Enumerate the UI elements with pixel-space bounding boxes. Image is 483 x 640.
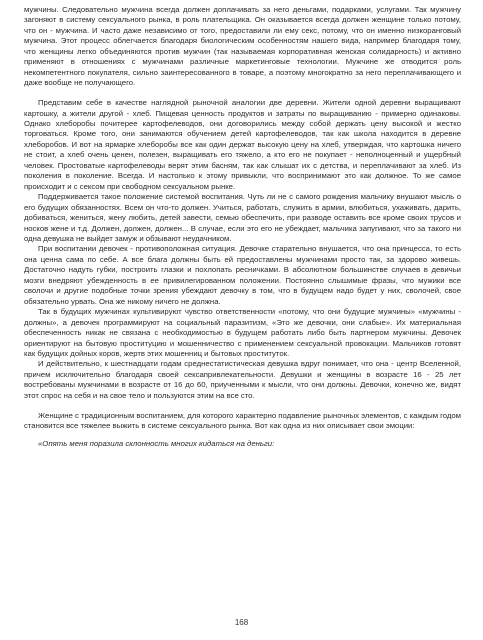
- text-block-1: [24, 5, 461, 89]
- text-block-2: [24, 98, 461, 401]
- page-number: 168: [234, 618, 249, 627]
- paragraph: Так в будущих мужчинах культивируют чувство ответственности «потому, что они будущие мужчины» «мужчины - должны», а девочек программируют на социальный паразитизм, «Это же девочки, они слабые». Их материальная обеспеченность никак не связана с необходимостью в будущем работать либо быть партнером мужчины. Девочек ориентируют на бытовую проституцию и мошенничество с применением сексуальной провокации. Мальчиков готовят как будущих дойных коров, жертв этих мошенниц и бытовых проституток.: [24, 307, 461, 358]
- paragraph: И действительно, к шестнадцати годам среднестатистическая девушка вдруг понимает, что она - центр Вселенной, причем исключительно благодаря своей сексапривлекательности. Девушки и женщины в возрасте 16 - 25 лет востребованы мужчинами в возрасте от 16 до 60, приученными к мысли, что они должны. Девочки, конечно же, видят этот спрос на себя и на свое тело и пользуются этим на все сто.: [24, 359, 461, 400]
- paragraph: Поддерживается такое положение системой воспитания. Чуть ли не с самого рождения мальчику внушают мысль о его будущих обязанностях. Всем он что-то должен. Учиться, работать, служить в армии, влюбиться, ухаживать, дарить, добиваться, жениться, жену любить, детей завести, семью обеспечить, при разводе оставить все кроме своих трусов и носков жене и т.д. Должен, должен, должен... В случае, если это его не убеждает, мальчика запугивают, что за такого ни одна девушка не выйдет замуж и обзывают неудачником.: [24, 192, 461, 244]
- spacer: [24, 401, 461, 411]
- paragraph: При воспитании девочек - противоположная ситуация. Девочке старательно внушается, что она принцесса, то есть она ценна сама по себе. А все блага должны быть ей предоставлены мужчинами просто так, за здорово живешь. Достаточно надуть губки, построить глазки и похлопать ресничками. В абсолютном большинстве случаев в девичьи мозги внедряют убежденность в ее привилегированном положении. Постоянно слышимые фразы, что мужики все сволочи и другие подобные точки зрения убеждают девочку в том, что в будущем надо будет у них, сволочей, свое обязательно урвать. Она же никому ничего не должна.: [24, 244, 461, 306]
- spacer: [24, 432, 461, 439]
- paragraph: мужчины. Следовательно мужчина всегда должен доплачивать за него деньгами, подарками, услугами. Так мужчину загоняют в систему сексуального рынка, в роль плательщика. Он оказывается всегда должен женщине только потому, что он - мужчина. И часто даже независимо от того, предоставили ли ему секс, потому, что он именно низкоранговый мужчина. Этот процесс облегчается благодаря биологическим особенностям нашего вида, например благодаря тому, что женщины легко объединяются против мужчин (так называемая корпоративная женская солидарность) и активно применяют в отношениях с мужчинами различные маркетинговые технологии. Мужчине же отводится роль некомпетентного покупателя, сильно заинтересованного в товаре, а поэтому многократно за него переплачивающего и даже вообще не получающего.: [24, 5, 461, 88]
- text-block-3: [24, 411, 461, 432]
- paragraph: Представим себе в качестве наглядной рыночной аналогии две деревни. Жители одной деревни выращивают картошку, а жители другой - хлеб. Пищевая ценность продуктов и затраты по выращиванию - примерно одинаковы. Однако хлеборобы почитерее картофелеводов, они договорились между собой держать цену высокой и жестко торговаться. Кроме того, они занимаются обучением детей картофелеводов, так как школа находится в деревне хлеборобов. И вот на ярмарке хлеборобы все как один держат высокую цену на хлеб, утверждая, что картошка ничего не стоит, а хлеб очень ценен, полезен, выращивать его тяжело, а кто его не покупает - неполноценный и ущербный человек. Простоватые картофелеводы верят этим басням, так как слышат их с детства, и переплачивают за хлеб. Из поколения в поколение. Всегда. И настолько к этому привыкли, что воспринимают это как должное. То же самое происходит и с сексом при свободном сексуальном рынке.: [24, 98, 461, 191]
- quote-line: «Опять меня поразила склонность многих кидаться на деньги:: [38, 438, 275, 448]
- spacer: [24, 89, 461, 99]
- paragraph: Женщине с традиционным воспитанием, для которого характерно подавление рыночных элементов, с каждым годом становится все тяжелее выжить в системе сексуального рынка. Вот как одна из них описывает свои эмоции:: [24, 410, 461, 431]
